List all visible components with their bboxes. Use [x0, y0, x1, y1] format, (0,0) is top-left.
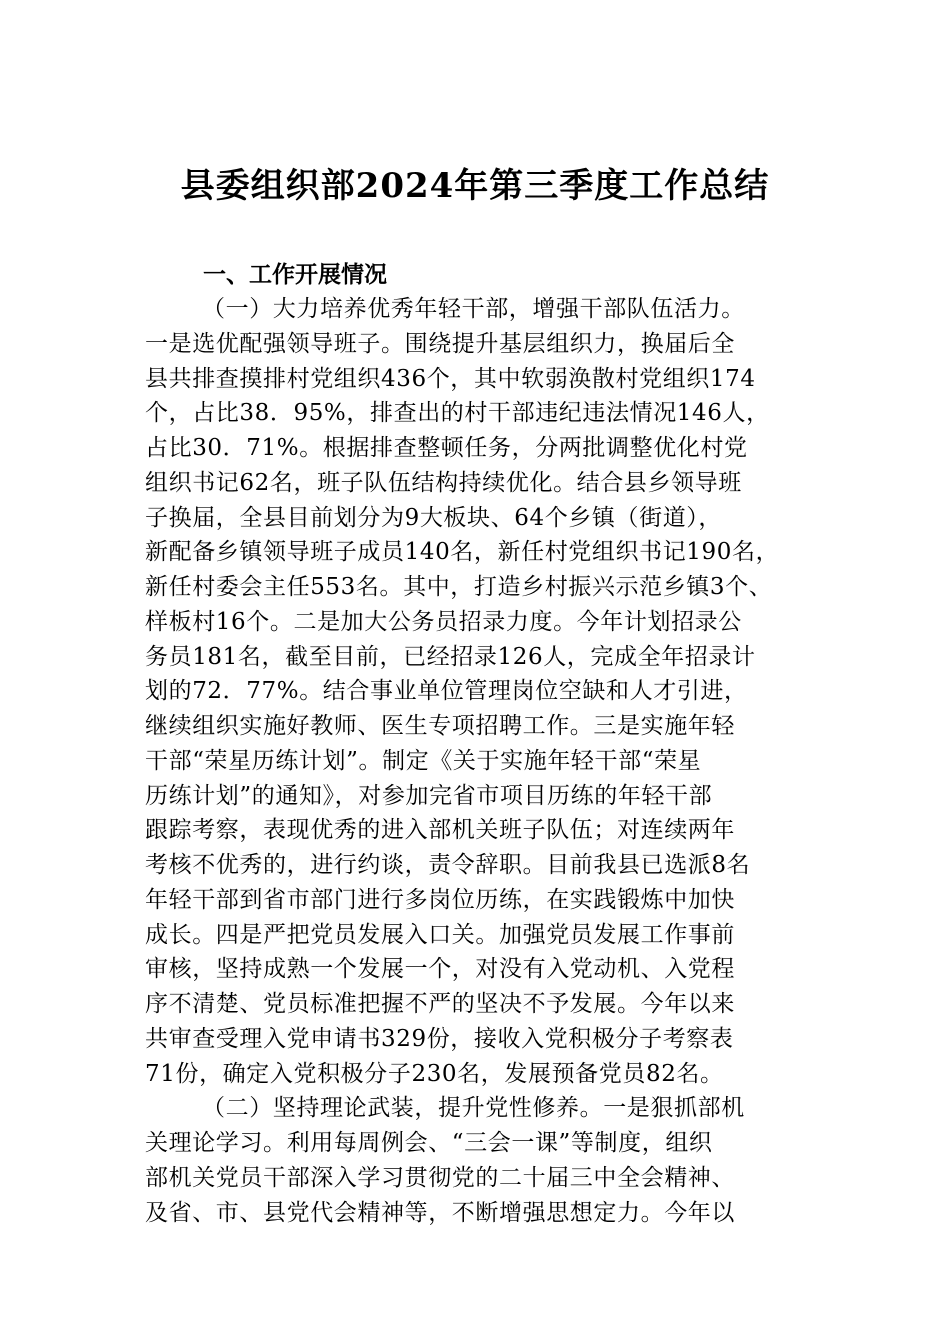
paragraph-line: 组织书记62名，班子队伍结构持续优化。结合县乡领导班	[145, 469, 742, 496]
paragraph-line: 关理论学习。利用每周例会、“三会一课”等制度，组织	[145, 1130, 713, 1156]
paragraph-line: 跟踪考察，表现优秀的进入部机关班子队伍；对连续两年	[145, 817, 735, 844]
paragraph-line: 务员181名，截至目前，已经招录126人，完成全年招录计	[145, 643, 756, 670]
paragraph-line: 部机关党员干部深入学习贯彻党的二十届三中全会精神、	[145, 1164, 735, 1191]
paragraph-line: （二）坚持理论武装，提升党性修养。一是狠抓部机	[202, 1095, 745, 1122]
document-body	[145, 292, 815, 1230]
paragraph-line: 一是选优配强领导班子。围绕提升基层组织力，换届后全	[145, 330, 735, 357]
paragraph-line: 序不清楚、党员标准把握不严的坚决不予发展。今年以来	[145, 991, 735, 1017]
paragraph-line: （一）大力培养优秀年轻干部，增强干部队伍活力。	[202, 296, 745, 322]
paragraph-line: 考核不优秀的，进行约谈，责令辞职。目前我县已选派8名	[145, 852, 751, 878]
section-heading: 一、工作开展情况	[203, 262, 387, 288]
paragraph-line: 继续组织实施好教师、医生专项招聘工作。三是实施年轻	[145, 713, 735, 739]
document-title: 县委组织部2024年第三季度工作总结	[180, 166, 770, 206]
paragraph-line: 县共排查摸排村党组织436个，其中软弱涣散村党组织174	[145, 365, 756, 392]
paragraph-line: 新任村委会主任553名。其中，打造乡村振兴示范乡镇3个、	[145, 574, 773, 600]
paragraph-line: 新配备乡镇领导班子成员140名，新任村党组织书记190名，	[145, 539, 780, 566]
paragraph-line: 样板村16个。二是加大公务员招录力度。今年计划招录公	[145, 608, 742, 635]
paragraph-line: 占比30．71%。根据排查整顿任务，分两批调整优化村党	[145, 435, 748, 461]
paragraph-line: 历练计划”的通知》，对参加完省市项目历练的年轻干部	[145, 782, 713, 809]
paragraph-line: 划的72．77%。结合事业单位管理岗位空缺和人才引进，	[145, 678, 748, 705]
paragraph-line: 审核，坚持成熟一个发展一个，对没有入党动机、入党程	[145, 956, 735, 983]
paragraph-line: 及省、市、县党代会精神等，不断增强思想定力。今年以	[145, 1199, 735, 1226]
paragraph-line: 71份，确定入党积极分子230名，发展预备党员82名。	[145, 1060, 724, 1087]
paragraph-line: 个，占比38．95%，排查出的村干部违纪违法情况146人，	[145, 400, 770, 427]
paragraph-line: 共审查受理入党申请书329份，接收入党积极分子考察表	[145, 1025, 734, 1052]
paragraph-line: 子换届，全县目前划分为9大板块、64个乡镇（街道），	[145, 504, 722, 531]
paragraph-line: 成长。四是严把党员发展入口关。加强党员发展工作事前	[145, 921, 735, 948]
paragraph-line: 干部“荣星历练计划”。制定《关于实施年轻干部“荣星	[145, 747, 702, 774]
paragraph-line: 年轻干部到省市部门进行多岗位历练，在实践锻炼中加快	[145, 886, 735, 913]
